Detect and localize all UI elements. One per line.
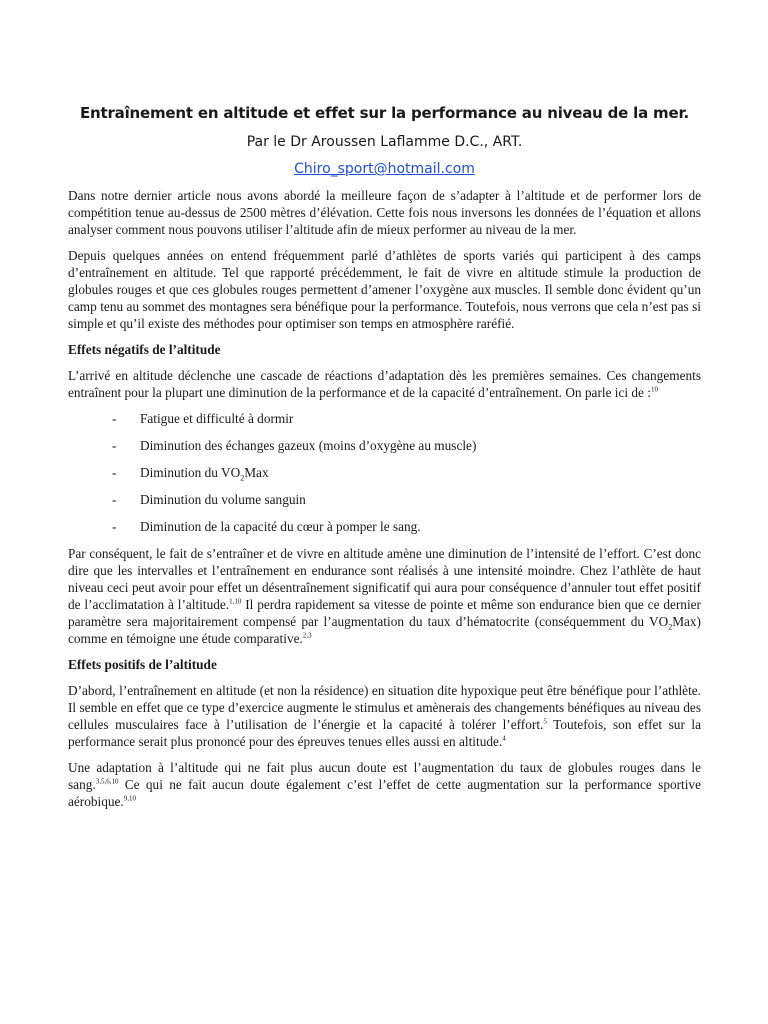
dash-bullet: - bbox=[112, 411, 117, 426]
paragraph-intro: Dans notre dernier article nous avons abordé la meilleure façon de s’adapter à l’altitude et de performer lors de compétition tenue au-dessus de 2500 mètres d’élévation. Cette fois nous inversons les données de l’équation et allons analyser comment nous pouvons utiliser l’altitude afin de mieux performer au niveau de la mer. bbox=[68, 188, 701, 237]
paragraph-text: Ce qui ne fait aucun doute également c’est l’effet de cette augmentation sur la performance sportive aérobique. bbox=[68, 777, 701, 809]
paragraph-text: Toutefois, son effet sur la performance serait plus prononcé pour des épreuves tenues elles aussi en altitude. bbox=[68, 717, 701, 749]
citation-ref: 1,10 bbox=[229, 597, 242, 606]
heading-positive-effects: Effets positifs de l’altitude bbox=[68, 657, 217, 672]
author-email bbox=[68, 161, 701, 177]
paragraph-text: Il perdra rapidement sa vitesse de pointe et même son endurance bien que ce dernier paramètre sera majoritairement compensé par l’augmentation du taux d’hématocrite (conséquemment du VO bbox=[68, 597, 701, 629]
list-item bbox=[68, 464, 701, 481]
author-line: Par le Dr Aroussen Laflamme D.C., ART. bbox=[246, 134, 523, 150]
paragraph-camps: Depuis quelques années on entend fréquemment parlé d’athlètes de sports variés qui participent à des camps d’entraînement en altitude. Tel que rapporté précédemment, le fait de vivre en altitude stimule la production de globules rouges et que ces globules rouges permettent d’amener l’oxygène aux muscles. Il semble donc évident qu’un camp tenu au sommet des montagnes sera bénéfique pour la performance. Toutefois, nous verrons que cela n’est pas si simple et qu’il existe des méthodes pour optimiser son temps en atmosphère raréfié. bbox=[68, 248, 701, 331]
paragraph-consequences bbox=[68, 545, 701, 647]
citation-ref: 2,3 bbox=[302, 631, 312, 640]
list-item bbox=[68, 410, 701, 427]
citation-ref: 3,5,6,10 bbox=[95, 777, 119, 786]
paragraph-text: Max) comme en témoigne une étude comparative. bbox=[68, 614, 701, 646]
list-item bbox=[68, 518, 701, 535]
paragraph-text: L’arrivé en altitude déclenche une cascade de réactions d’adaptation dès les premières semaines. Ces changements entraînent pour la plupart une diminution de la performance et de la capacité d’entraînement. On parle ici de : bbox=[68, 368, 701, 400]
list-item-text: Diminution des échanges gazeux (moins d’oxygène au muscle) bbox=[140, 438, 477, 453]
negative-effects-list bbox=[68, 410, 701, 535]
list-item-text: Max bbox=[244, 465, 269, 480]
heading-negative-effects: Effets négatifs de l’altitude bbox=[68, 342, 221, 357]
paragraph-text: D’abord, l’entraînement en altitude (et non la résidence) en situation dite hypoxique peut être bénéfique pour l’athlète. Il semble en effet que ce type d’exercice augmente le stimulus et amènerais des changements bénéfiques au niveau des cellules musculaires face à l’utilisation de l’énergie et la capacité à tolérer l’effort. bbox=[68, 683, 701, 732]
dash-bullet: - bbox=[112, 519, 117, 534]
list-item-text: Diminution du volume sanguin bbox=[140, 492, 306, 507]
paragraph-red-cells bbox=[68, 759, 701, 810]
paragraph-positive-training bbox=[68, 682, 701, 750]
dash-bullet: - bbox=[112, 465, 117, 480]
list-item bbox=[68, 437, 701, 454]
document-page bbox=[68, 104, 701, 819]
list-item-text: Diminution du VO bbox=[140, 465, 241, 480]
citation-ref: 9,10 bbox=[123, 794, 136, 803]
paragraph-text: Par conséquent, le fait de s’entraîner et de vivre en altitude amène une diminution de l’intensité de l’effort. C’est donc dire que les intervalles et l’entraînement en endurance sont réalisés à une intensité moindre. Chez l’athlète de haut niveau ceci peut avoir pour effet un désentraînement significatif qui aura pour conséquence d’annuler tout effet positif de l’acclimatation à l’altitude. bbox=[68, 546, 701, 612]
list-item-text: Fatigue et difficulté à dormir bbox=[140, 411, 294, 426]
document-title: Entraînement en altitude et effet sur la performance au niveau de la mer. bbox=[79, 104, 690, 122]
list-item bbox=[68, 491, 701, 508]
subscript: 2 bbox=[668, 622, 673, 632]
subscript: 2 bbox=[240, 473, 245, 483]
dash-bullet: - bbox=[112, 492, 117, 507]
email-link[interactable]: Chiro_sport@hotmail.com bbox=[294, 161, 475, 177]
dash-bullet: - bbox=[112, 438, 117, 453]
paragraph-negative-intro bbox=[68, 367, 701, 401]
citation-ref: 4 bbox=[502, 734, 506, 743]
list-item-text: Diminution de la capacité du cœur à pomper le sang. bbox=[140, 519, 421, 534]
citation-ref: 10 bbox=[650, 385, 658, 394]
citation-ref: 5 bbox=[543, 717, 547, 726]
paragraph-text: Une adaptation à l’altitude qui ne fait plus aucun doute est l’augmentation du taux de globules rouges dans le sang. bbox=[68, 760, 701, 792]
